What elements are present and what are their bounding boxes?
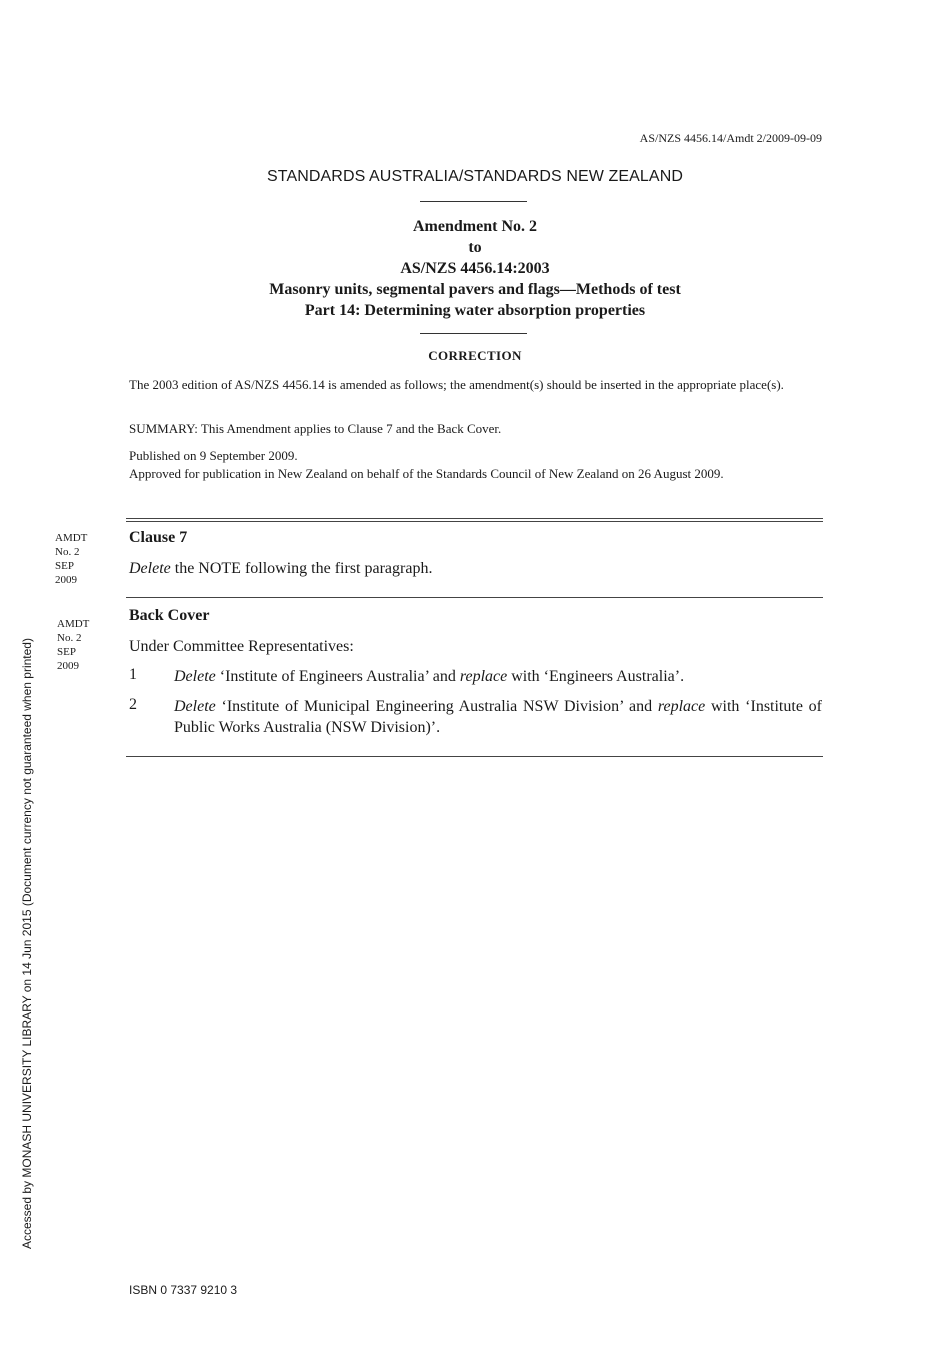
- document-reference: AS/NZS 4456.14/Amdt 2/2009-09-09: [639, 131, 822, 145]
- section-divider-double: [126, 518, 823, 522]
- section-divider: [126, 597, 823, 598]
- back-cover-lead: Under Committee Representatives:: [129, 638, 354, 655]
- clause-7-instruction: Delete the NOTE following the first paragraph.: [129, 560, 433, 577]
- approval-note: Approved for publication in New Zealand on behalf of the Standards Council of New Zealand on 26 August 2009.: [129, 466, 724, 481]
- series-title: Masonry units, segmental pavers and flags—Methods of test: [269, 281, 681, 298]
- isbn: ISBN 0 7337 9210 3: [129, 1283, 238, 1297]
- end-divider: [126, 756, 823, 757]
- part-title: Part 14: Determining water absorption properties: [304, 302, 646, 319]
- organization-name: STANDARDS AUSTRALIA/STANDARDS NEW ZEALAND: [266, 168, 684, 185]
- summary-text: SUMMARY: This Amendment applies to Clause 7 and the Back Cover.: [129, 421, 502, 436]
- correction-label: CORRECTION: [428, 348, 522, 363]
- list-item-2: Delete ‘Institute of Municipal Engineering Australia NSW Division’ and replace with ‘Institute of Public Works Australia (NSW Division)’.: [174, 698, 822, 736]
- standard-number: AS/NZS 4456.14:2003: [400, 260, 550, 277]
- title-divider-bottom: [420, 333, 527, 334]
- list-item-1: Delete ‘Institute of Engineers Australia’ and replace with ‘Engineers Australia’.: [174, 668, 685, 685]
- title-divider-top: [420, 201, 527, 202]
- amendment-number: Amendment No. 2: [413, 218, 537, 235]
- back-cover-heading: Back Cover: [129, 607, 210, 624]
- amendment-margin-note-1: AMDT No. 2 SEP 2009: [55, 532, 88, 586]
- list-item-number-2: 2: [129, 696, 137, 713]
- edition-note: The 2003 edition of AS/NZS 4456.14 is amended as follows; the amendment(s) should be inserted in the appropriate place(s).: [129, 377, 784, 392]
- title-block: [0, 216, 950, 321]
- title-to: to: [468, 239, 482, 256]
- published-date: Published on 9 September 2009.: [129, 448, 298, 463]
- amendment-margin-note-2: AMDT No. 2 SEP 2009: [57, 618, 90, 672]
- access-watermark: Accessed by MONASH UNIVERSITY LIBRARY on 14 Jun 2015 (Document currency not guaranteed when printed): [20, 638, 34, 1249]
- list-item-number-1: 1: [129, 666, 137, 683]
- clause-7-heading: Clause 7: [129, 529, 188, 546]
